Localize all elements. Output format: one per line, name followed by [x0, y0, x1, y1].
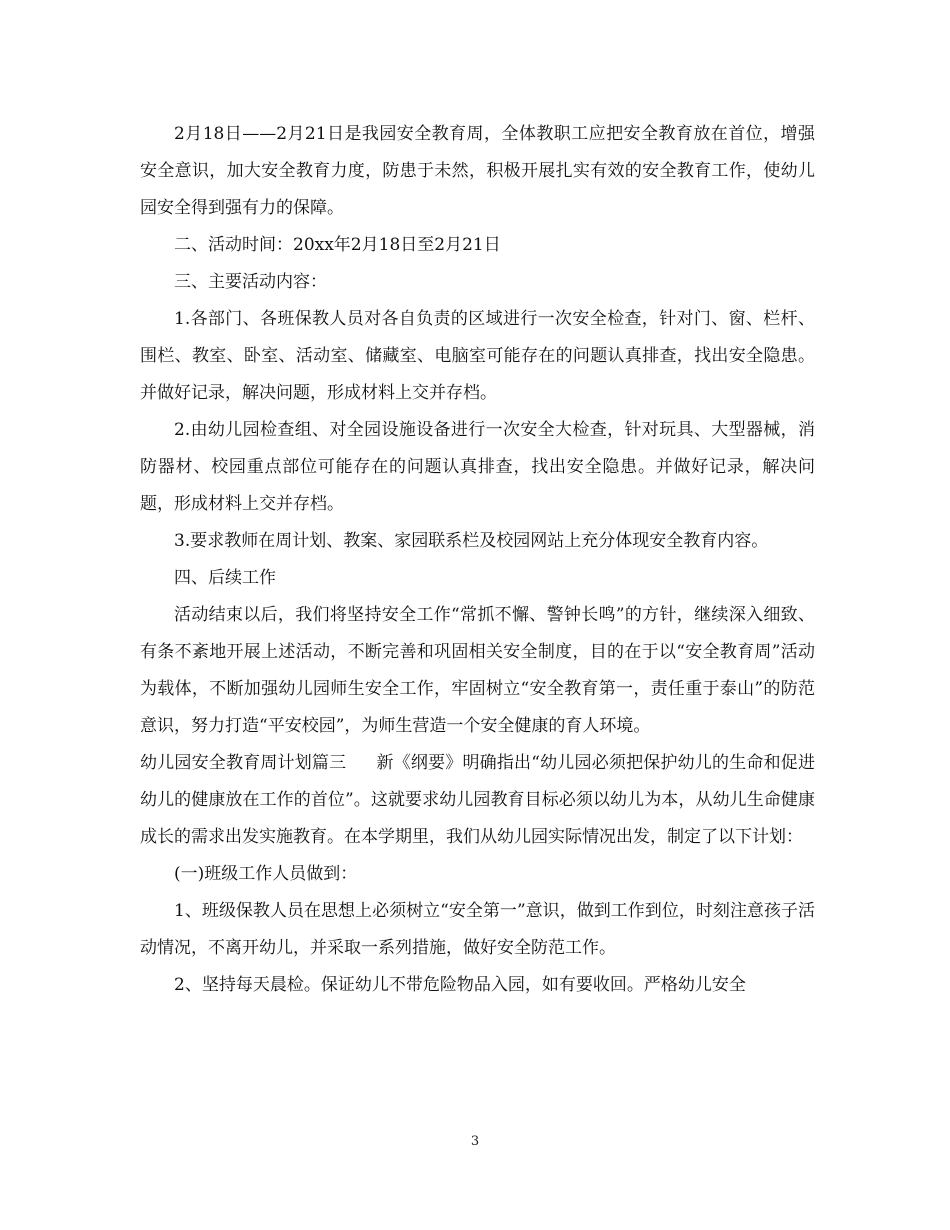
- paragraph-activity-item-2: 2.由幼儿园检查组、对全园设施设备进行一次安全大检查，针对玩具、大型器械，消防器材、校园重点部位可能存在的问题认真排查，找出安全隐患。并做好记录，解决问题，形成材料上交并存档。: [140, 420, 815, 514]
- section-heading: 幼儿园安全教育周计划篇三: [140, 753, 347, 773]
- paragraph-safety-week-intro: 2月18日——2月21日是我园安全教育周，全体教职工应把安全教育放在首位，增强安全意识，加大安全教育力度，防患于未然，积极开展扎实有效的安全教育工作，使幼儿园安全得到强有力的保障。: [140, 124, 815, 218]
- section-intro-text: 新《纲要》明确指出“幼儿园必须把保护幼儿的生命和促进幼儿的健康放在工作的首位”。这就要求幼儿园教育目标必须以幼儿为本，从幼儿生命健康成长的需求出发实施教育。在本学期里，我们从幼儿园实际情况出发，制定了以下计划：: [140, 753, 815, 847]
- paragraph-class-staff-item-1: 1、班级保教人员在思想上必须树立“安全第一”意识，做到工作到位，时刻注意孩子活动情况，不离开幼儿，并采取一系列措施，做好安全防范工作。: [140, 901, 815, 958]
- paragraph-activity-time: 二、活动时间：20xx年2月18日至2月21日: [174, 235, 501, 255]
- document-body: [140, 116, 815, 1004]
- paragraph-section-three: [140, 745, 815, 856]
- page-number: 3: [470, 1134, 480, 1149]
- paragraph-activity-item-3: 3.要求教师在周计划、教案、家园联系栏及校园网站上充分体现安全教育内容。: [174, 531, 769, 551]
- paragraph-class-staff-item-2: 2、坚持每天晨检。保证幼儿不带危险物品入园，如有要收回。严格幼儿安全: [174, 975, 746, 995]
- paragraph-follow-up-text: 活动结束以后，我们将坚持安全工作“常抓不懈、警钟长鸣”的方针，继续深入细致、有条不紊地开展上述活动，不断完善和巩固相关安全制度，目的在于以“安全教育周”活动为载体，不断加强幼儿园师生安全工作，牢固树立“安全教育第一，责任重于泰山”的防范意识，努力打造“平安校园”，为师生营造一个安全健康的育人环境。: [140, 605, 815, 736]
- paragraph-activity-item-1: 1.各部门、各班保教人员对各自负责的区域进行一次安全检查，针对门、窗、栏杆、围栏、教室、卧室、活动室、储藏室、电脑室可能存在的问题认真排查，找出安全隐患。并做好记录，解决问题，形成材料上交并存档。: [140, 309, 815, 403]
- paragraph-class-staff-heading: (一)班级工作人员做到：: [174, 864, 358, 884]
- paragraph-main-activities-heading: 三、主要活动内容：: [174, 272, 327, 292]
- paragraph-follow-up-heading: 四、后续工作: [174, 568, 276, 588]
